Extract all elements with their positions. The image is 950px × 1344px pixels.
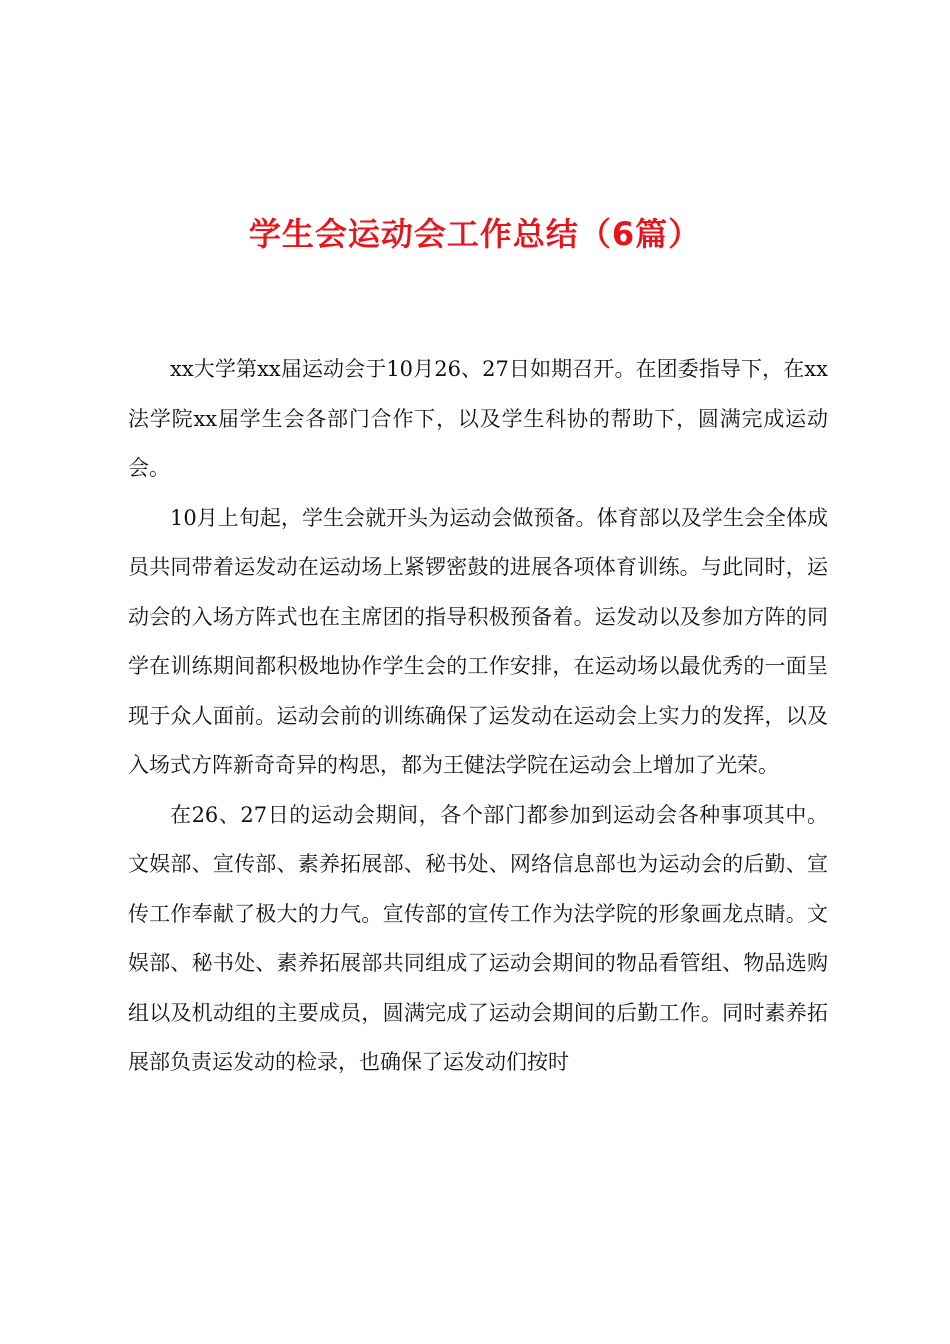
paragraph: xx大学第xx届运动会于10月26、27日如期召开。在团委指导下，在xx法学院xx届学生会各部门合作下，以及学生科协的帮助下，圆满完成运动会。 (128, 357, 828, 480)
document-body (128, 345, 828, 1088)
paragraph: 10月上旬起，学生会就开头为运动会做预备。体育部以及学生会全体成员共同带着运发动在运动场上紧锣密鼓的进展各项体育训练。与此同时，运动会的入场方阵式也在主席团的指导积极预备着。运发动以及参加方阵的同学在训练期间都积极地协作学生会的工作安排，在运动场以最优秀的一面呈现于众人面前。运动会前的训练确保了运发动在运动会上实力的发挥，以及入场式方阵新奇奇异的构思，都为王健法学院在运动会上增加了光荣。 (128, 505, 828, 777)
paragraph: 在26、27日的运动会期间，各个部门都参加到运动会各种事项其中。文娱部、宣传部、素养拓展部、秘书处、网络信息部也为运动会的后勤、宣传工作奉献了极大的力气。宣传部的宣传工作为法学院的形象画龙点睛。文娱部、秘书处、素养拓展部共同组成了运动会期间的物品看管组、物品选购组以及机动组的主要成员，圆满完成了运动会期间的后勤工作。同时素养拓展部负责运发动的检录，也确保了运发动们按时 (128, 802, 828, 1074)
document-title: 学生会运动会工作总结（6篇） (248, 215, 702, 253)
